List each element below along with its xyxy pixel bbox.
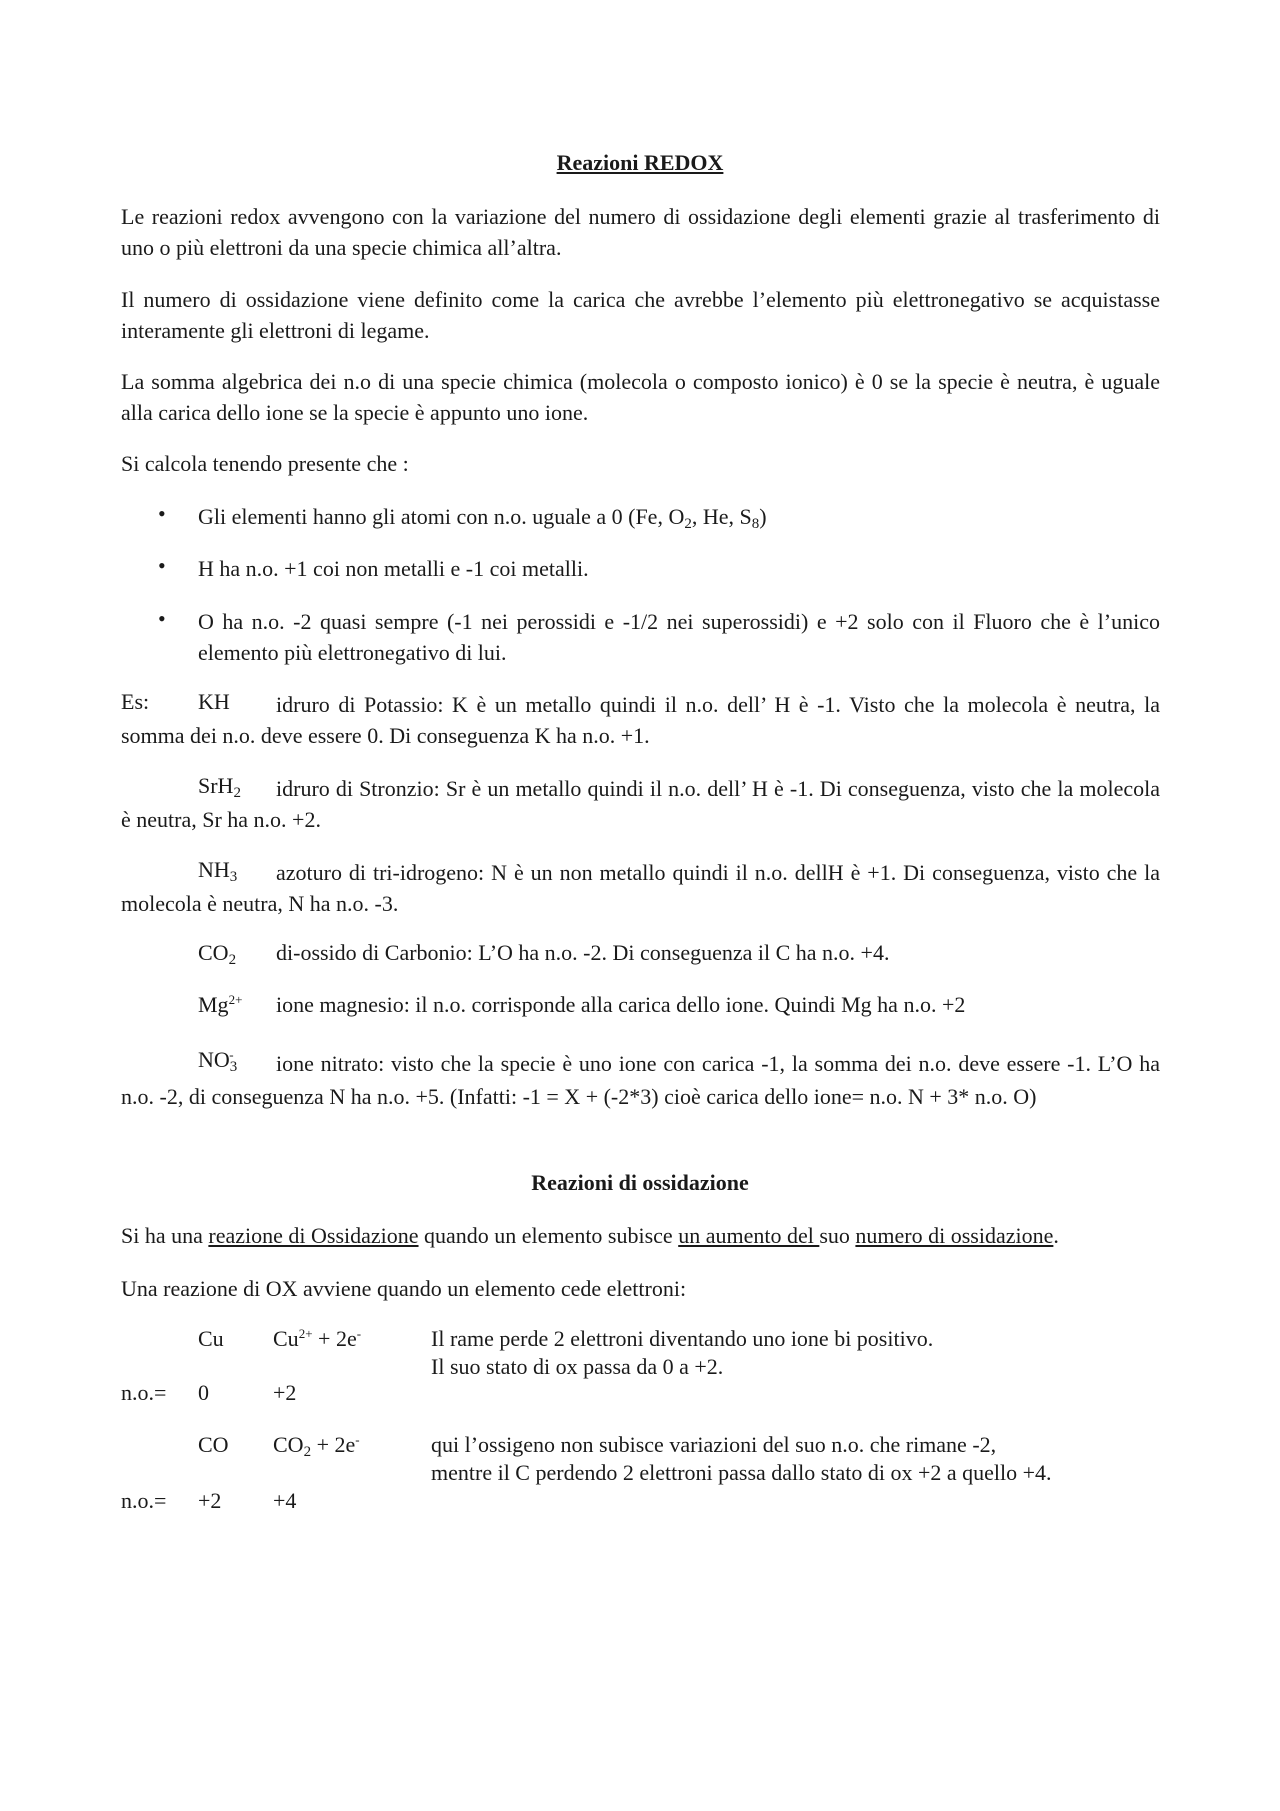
subscript: 8 bbox=[751, 516, 760, 532]
subscript: 2 bbox=[228, 952, 237, 968]
subscript: 3 bbox=[229, 869, 238, 885]
section-title-oxidation: Reazioni di ossidazione bbox=[531, 1170, 749, 1195]
superscript: - bbox=[356, 1326, 362, 1341]
subscript: 2 bbox=[684, 516, 692, 532]
text-part: suo bbox=[819, 1223, 856, 1248]
formula-base: Mg bbox=[198, 992, 229, 1017]
reaction1-description-line1: Il rame perde 2 elettroni diventando uno ione bi positivo. bbox=[431, 1326, 934, 1351]
bullet-elements bbox=[198, 501, 1160, 532]
superscript: - bbox=[229, 1047, 234, 1062]
text-part: Si ha una bbox=[121, 1223, 209, 1248]
paragraph-algebraic-sum: La somma algebrica dei n.o di una specie chimica (molecola o composto ionico) è 0 se la specie è neutra, è uguale alla carica dello ione se la specie è appunto uno ione. bbox=[121, 369, 1160, 425]
reaction2-reactant: CO bbox=[198, 1432, 229, 1457]
page-title: Reazioni REDOX bbox=[556, 150, 724, 175]
bullet-oxygen: O ha n.o. -2 quasi sempre (-1 nei perossidi e -1/2 nei superossidi) e +2 solo con il Fluoro che è l’unico elemento più elettronegativo di lui. bbox=[198, 609, 1160, 665]
paragraph-ox-reaction: Una reazione di OX avviene quando un elemento cede elettroni: bbox=[121, 1276, 687, 1301]
formula-base: SrH bbox=[198, 773, 234, 798]
paragraph-oxidation-definition bbox=[121, 1220, 1160, 1251]
example-kh-text: idruro di Potassio: K è un metallo quindi il n.o. dell’ H è -1. Visto che la molecola è neutra, la somma dei n.o. deve essere 0. Di conseguenza K ha n.o. +1. bbox=[121, 692, 1160, 748]
bullet-text-part: , He, S bbox=[691, 504, 752, 529]
bullet-text-part: Gli elementi hanno gli atomi con n.o. uguale a 0 (Fe, O bbox=[198, 504, 685, 529]
underlined-term: reazione di Ossidazione bbox=[208, 1223, 419, 1248]
reaction1-no-label: n.o.= bbox=[121, 1380, 167, 1405]
bullet-icon: • bbox=[158, 553, 166, 578]
formula-kh: KH bbox=[198, 689, 230, 714]
paragraph-rules-intro: Si calcola tenendo presente che : bbox=[121, 451, 409, 476]
formula-base: Cu bbox=[273, 1326, 299, 1351]
formula-base: + 2e bbox=[311, 1432, 356, 1457]
reaction2-no-label: n.o.= bbox=[121, 1488, 167, 1513]
superscript: - bbox=[355, 1432, 360, 1447]
examples-label: Es: bbox=[121, 689, 150, 714]
example-nh3-text: azoturo di tri-idrogeno: N è un non metallo quindi il n.o. dellH è +1. Di conseguenza, visto che la molecola è neutra, N ha n.o. -3. bbox=[121, 860, 1160, 916]
reaction1-reactant: Cu bbox=[198, 1326, 224, 1351]
reaction2-products bbox=[273, 1432, 360, 1458]
underlined-term: un aumento del bbox=[678, 1223, 820, 1248]
example-srh2-text: idruro di Stronzio: Sr è un metallo quindi il n.o. dell’ H è -1. Di conseguenza, visto che la molecola è neutra, Sr ha n.o. +2. bbox=[121, 776, 1160, 832]
reaction2-no-reactant: +2 bbox=[198, 1488, 222, 1513]
reaction1-description-line2: Il suo stato di ox passa da 0 a +2. bbox=[431, 1354, 724, 1379]
example-no3-text: ione nitrato: visto che la specie è uno ione con carica -1, la somma dei n.o. deve essere -1. L’O ha n.o. -2, di conseguenza N ha n.o. +5. (Infatti: -1 = X + (-2*3) cioè carica dello ione= n.o. N + 3* n.o. O) bbox=[121, 1051, 1160, 1109]
formula-base: CO bbox=[273, 1432, 304, 1457]
formula-base: CO bbox=[198, 940, 229, 965]
text-part: . bbox=[1053, 1223, 1059, 1248]
formula-base: + 2e bbox=[312, 1326, 357, 1351]
paragraph-redox-definition: Le reazioni redox avvengono con la variazione del numero di ossidazione degli elementi grazie al trasferimento di uno o più elettroni da una specie chimica all’altra. bbox=[121, 204, 1160, 260]
superscript: 2+ bbox=[228, 992, 243, 1007]
formula-base: NH bbox=[198, 857, 230, 882]
reaction1-no-reactant: 0 bbox=[198, 1380, 209, 1405]
bullet-text-part: ) bbox=[759, 504, 767, 529]
bullet-hydrogen: H ha n.o. +1 coi non metalli e -1 coi metalli. bbox=[198, 556, 589, 581]
reaction2-no-product: +4 bbox=[273, 1488, 297, 1513]
example-mg-text: ione magnesio: il n.o. corrisponde alla carica dello ione. Quindi Mg ha n.o. +2 bbox=[276, 992, 966, 1017]
reaction2-description-line1: qui l’ossigeno non subisce variazioni del suo n.o. che rimane -2, bbox=[431, 1432, 997, 1457]
paragraph-oxidation-number-definition: Il numero di ossidazione viene definito come la carica che avrebbe l’elemento più elettronegativo se acquistasse interamente gli elettroni di legame. bbox=[121, 287, 1160, 343]
reaction1-no-product: +2 bbox=[273, 1380, 297, 1405]
underlined-term: numero di ossidazione bbox=[855, 1223, 1054, 1248]
subscript: 2 bbox=[233, 785, 241, 801]
subscript: 2 bbox=[303, 1444, 312, 1460]
reaction2-description-line2: mentre il C perdendo 2 elettroni passa dallo stato di ox +2 a quello +4. bbox=[431, 1460, 1052, 1485]
text-part: quando un elemento subisce bbox=[418, 1223, 679, 1248]
example-co2-text: di-ossido di Carbonio: L’O ha n.o. -2. Di conseguenza il C ha n.o. +4. bbox=[276, 940, 890, 965]
superscript: 2+ bbox=[298, 1326, 313, 1341]
bullet-icon: • bbox=[158, 501, 166, 526]
bullet-icon: • bbox=[158, 606, 166, 631]
formula-base: NO bbox=[198, 1047, 230, 1072]
formula-mg bbox=[198, 992, 242, 1018]
reaction1-products bbox=[273, 1326, 361, 1352]
formula-co2 bbox=[198, 940, 236, 966]
subscript: 3 bbox=[229, 1059, 238, 1075]
